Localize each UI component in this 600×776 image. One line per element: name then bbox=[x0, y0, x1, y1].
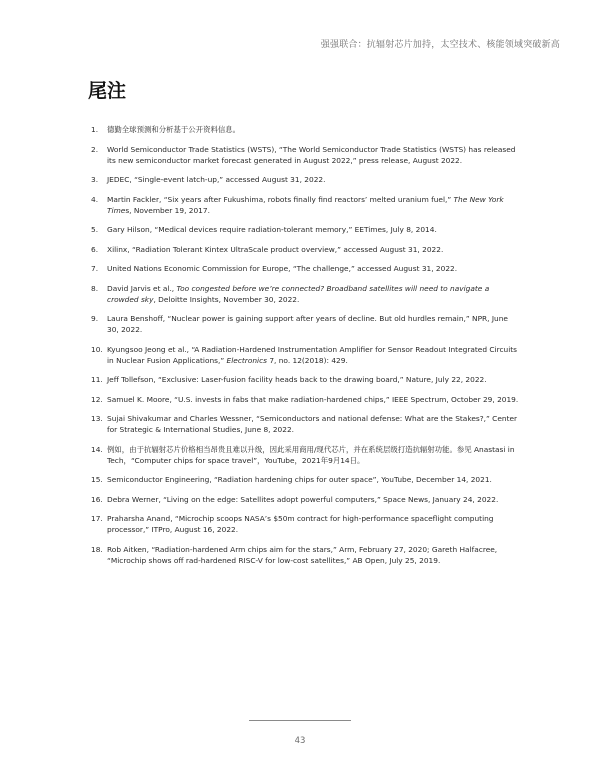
endnote-text bbox=[107, 244, 520, 255]
endnote-text bbox=[107, 413, 520, 435]
endnote-text bbox=[107, 513, 520, 535]
endnote-number: 16. bbox=[91, 494, 103, 504]
endnote-item bbox=[80, 413, 520, 435]
endnote-number: 14. bbox=[91, 444, 103, 454]
endnote-italic-segment: The New York Time bbox=[107, 194, 504, 215]
page-number: 43 bbox=[294, 736, 306, 746]
endnote-segment: Praharsha Anand, “Microchip scoops NASA’s $50m contract for high-performance spaceflight computing processor,” ITPro, August 16, 2022. bbox=[107, 514, 494, 534]
endnote-item bbox=[80, 313, 520, 335]
endnote-segment: Sujai Shivakumar and Charles Wessner, “Semiconductors and national defense: What are the Stakes?,” Center for Strategic & International Studies, June 8, 2022. bbox=[107, 414, 518, 434]
endnote-number: 5. bbox=[91, 225, 99, 234]
endnote-number: 15. bbox=[91, 475, 103, 484]
endnote-text bbox=[107, 174, 520, 185]
endnote-item bbox=[80, 224, 520, 235]
endnote-item bbox=[80, 263, 520, 274]
endnote-segment: s, November 19, 2017. bbox=[125, 205, 210, 215]
endnote-item bbox=[80, 244, 520, 255]
endnote-italic-segment: Electronics bbox=[226, 355, 267, 365]
endnote-number: 13. bbox=[91, 414, 103, 423]
endnote-number: 12. bbox=[91, 394, 103, 404]
endnote-number: 6. bbox=[91, 244, 99, 254]
endnote-segment: United Nations Economic Commission for Europe, “The challenge,” accessed August 31, 2022. bbox=[107, 264, 458, 273]
endnote-text bbox=[107, 124, 520, 135]
endnote-text bbox=[107, 224, 520, 235]
endnote-text bbox=[107, 194, 520, 216]
endnote-text bbox=[107, 444, 520, 466]
endnote-number: 17. bbox=[91, 514, 103, 523]
endnote-segment: Laura Benshoff, “Nuclear power is gaining support after years of decline. But old hurdles remain,” NPR, June 30, 2022. bbox=[107, 314, 508, 334]
endnote-text bbox=[107, 374, 520, 385]
endnote-segment: Debra Werner, “Living on the edge: Satellites adopt powerful computers,” Space News, January 24, 2022. bbox=[107, 494, 499, 504]
endnote-segment: David Jarvis et al., bbox=[107, 283, 177, 293]
endnote-number: 11. bbox=[91, 375, 103, 384]
endnote-number: 10. bbox=[91, 344, 103, 354]
endnote-segment: JEDEC, “Single-event latch-up,” accessed August 31, 2022. bbox=[107, 175, 326, 184]
endnote-item bbox=[80, 194, 520, 216]
endnote-item bbox=[80, 444, 520, 466]
endnote-item bbox=[80, 494, 520, 505]
endnote-number: 4. bbox=[91, 194, 99, 204]
endnote-item bbox=[80, 144, 520, 166]
endnote-segment: Rob Aitken, “Radiation-hardened Arm chips aim for the stars,” Arm, February 27, 2020; Gareth Halfacree, “Microchip shows off rad-hardened RISC-V for low-cost satellites,” AB Open, July 25, 2019. bbox=[107, 544, 498, 565]
endnote-item bbox=[80, 124, 520, 135]
endnote-number: 18. bbox=[91, 544, 103, 554]
running-header: 强强联合：抗辐射芯片加持，太空技术、核能领域突破新高 bbox=[320, 40, 560, 50]
endnote-number: 8. bbox=[91, 283, 99, 293]
endnote-segment: Martin Fackler, “Six years after Fukushima, robots finally find reactors’ melted uranium fuel,” bbox=[107, 194, 454, 204]
endnote-number: 9. bbox=[91, 314, 99, 323]
endnote-text bbox=[107, 494, 520, 505]
endnote-segment: Xilinx, “Radiation Tolerant Kintex UltraScale product overview,” accessed August 31, 2022. bbox=[107, 244, 444, 254]
endnote-item bbox=[80, 174, 520, 185]
endnote-segment: 例如，由于抗辐射芯片价格相当昂贵且难以升级，因此采用商用/现代芯片，并在系统层级打造抗辐射功能。参见 Anastasi in Tech，“Computer chips for space travel”，YouTube，2021年9月14日。 bbox=[107, 444, 515, 465]
endnote-segment: World Semiconductor Trade Statistics (WSTS), “The World Semiconductor Trade Statistics (WSTS) has released its new semiconductor market forecast generated in August 2022,” press release, August 2022. bbox=[107, 144, 516, 165]
endnote-segment: Gary Hilson, “Medical devices require radiation-tolerant memory,” EETimes, July 8, 2014. bbox=[107, 225, 437, 234]
endnote-text bbox=[107, 144, 520, 166]
endnote-text bbox=[107, 394, 520, 405]
endnote-segment: Kyungsoo Jeong et al., “A Radiation-Hardened Instrumentation Amplifier for Sensor Readout Integrated Circuits in Nuclear Fusion Applications,” bbox=[107, 344, 518, 365]
endnote-text bbox=[107, 344, 520, 366]
endnote-text bbox=[107, 263, 520, 274]
endnote-item bbox=[80, 474, 520, 485]
endnote-item bbox=[80, 394, 520, 405]
endnote-italic-segment: Too congested before we’re connected? Broadband satellites will need to navigate a crowded sky bbox=[107, 283, 490, 304]
endnote-text bbox=[107, 544, 520, 566]
endnote-number: 2. bbox=[91, 144, 99, 154]
endnotes-list bbox=[80, 124, 520, 574]
endnote-number: 1. bbox=[91, 125, 99, 134]
endnote-segment: 7, no. 12(2018): 429. bbox=[267, 355, 348, 365]
endnote-item bbox=[80, 374, 520, 385]
endnote-item bbox=[80, 344, 520, 366]
endnote-number: 7. bbox=[91, 264, 99, 273]
endnote-segment: Jeff Tollefson, “Exclusive: Laser-fusion facility heads back to the drawing board,” Nature, July 22, 2022. bbox=[107, 375, 487, 384]
footer-divider bbox=[249, 720, 351, 721]
endnote-item bbox=[80, 544, 520, 566]
endnote-number: 3. bbox=[91, 175, 99, 184]
page-title: 尾注 bbox=[88, 80, 127, 102]
endnote-item bbox=[80, 283, 520, 305]
endnote-text bbox=[107, 474, 520, 485]
endnote-segment: Samuel K. Moore, “U.S. invests in fabs that make radiation-hardened chips,” IEEE Spectrum, October 29, 2019. bbox=[107, 394, 519, 404]
endnote-text bbox=[107, 313, 520, 335]
endnote-segment: 德勤全球预测和分析基于公开资料信息。 bbox=[107, 125, 241, 134]
endnote-item bbox=[80, 513, 520, 535]
endnote-text bbox=[107, 283, 520, 305]
endnote-segment: , Deloitte Insights, November 30, 2022. bbox=[153, 294, 300, 304]
endnote-segment: Semiconductor Engineering, “Radiation hardening chips for outer space”, YouTube, December 14, 2021. bbox=[107, 475, 492, 484]
